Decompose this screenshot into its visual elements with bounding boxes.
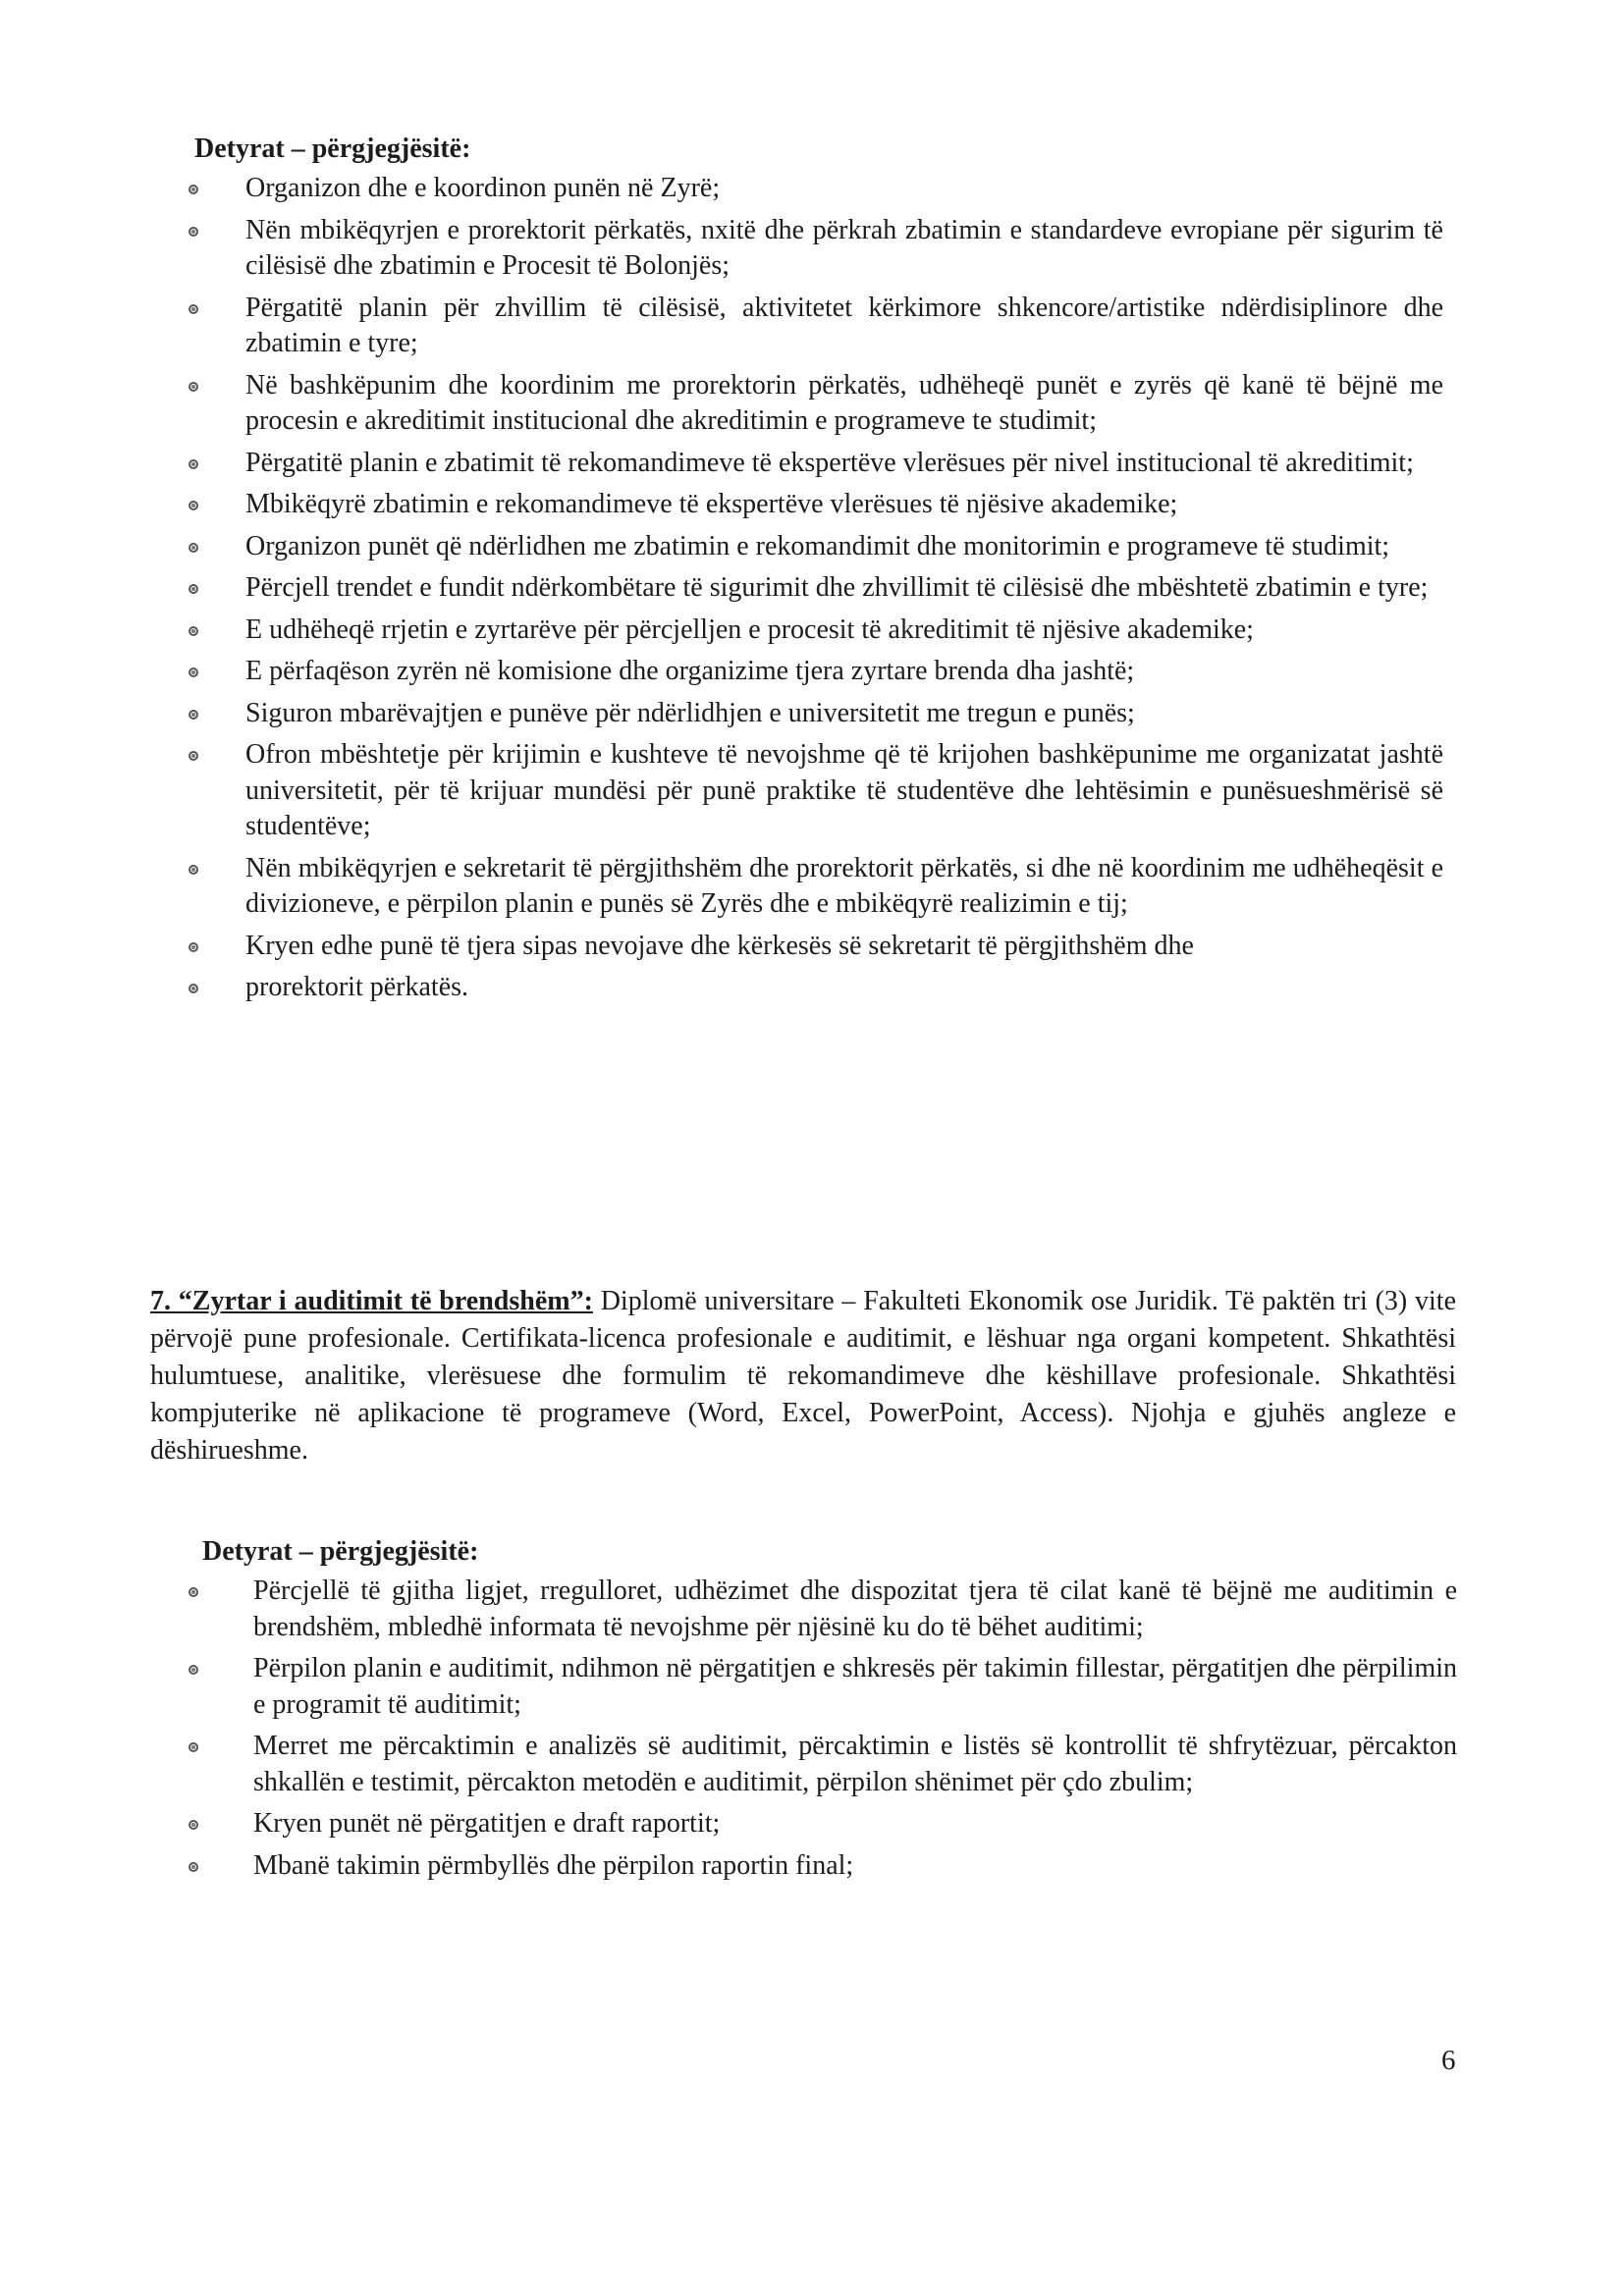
- list-item: [194, 529, 1443, 565]
- list-item-text: Kryen edhe punë të tjera sipas nevojave dhe kërkesës së sekretarit të përgjithshëm dhe: [245, 930, 1194, 961]
- list-item: [194, 737, 1443, 845]
- duties-list: [194, 171, 1443, 1012]
- list-item-text: Përcjellë të gjitha ligjet, rregulloret, udhëzimet dhe dispozitat tjera të cilat kanë të bëjnë me auditimin e brendshëm, mbledhë informata të nevojshme për njësinë ku do të bëhet auditimi;: [253, 1575, 1457, 1642]
- bullet-icon: [189, 1862, 198, 1872]
- bullet-icon: [189, 543, 198, 553]
- list-item: [202, 1651, 1457, 1723]
- list-item-text: Mbanë takimin përmbyllës dhe përpilon raportin final;: [253, 1849, 854, 1881]
- list-item-text: prorektorit përkatës.: [245, 972, 469, 1002]
- bullet-icon: [189, 584, 198, 594]
- bullet-icon: [189, 751, 198, 761]
- list-item-text: Përcjell trendet e fundit ndërkombëtare të sigurimit dhe zhvillimit të cilësisë dhe mbështetë zbatimin e tyre;: [245, 572, 1429, 603]
- list-item: [194, 291, 1443, 362]
- list-item-text: Siguron mbarëvajtjen e punëve për ndërlidhjen e universitetit me tregun e punës;: [245, 697, 1135, 728]
- list-item: [194, 570, 1443, 607]
- list-item-text: Përgatitë planin e zbatimit të rekomandimeve të ekspertëve vlerësues për nivel institucional të akreditimit;: [245, 447, 1414, 478]
- list-item-text: E udhëheqë rrjetin e zyrtarëve për përcjelljen e procesit të akreditimit të njësive akademike;: [245, 614, 1254, 645]
- list-item-text: Përgatitë planin për zhvillim të cilësisë, aktivitetet kërkimore shkencore/artistike ndërdisiplinore dhe zbatimin e tyre;: [245, 292, 1443, 358]
- list-item: [194, 696, 1443, 732]
- bullet-icon: [189, 1820, 198, 1830]
- list-item-text: Nën mbikëqyrjen e sekretarit të përgjithshëm dhe prorektorit përkatës, si dhe në koordinim me udhëheqësit e divizioneve, e përpilon planin e punës së Zyrës dhe e mbikëqyrë realizimin e tij;: [245, 852, 1443, 919]
- list-item: [202, 1574, 1457, 1645]
- bullet-icon: [189, 1587, 198, 1597]
- bullet-icon: [189, 1742, 198, 1752]
- page-number: 6: [1441, 2045, 1456, 2076]
- bullet-icon: [189, 984, 198, 993]
- bullet-icon: [189, 865, 198, 875]
- list-item-text: Merret me përcaktimin e analizës së auditimit, përcaktimin e listës së kontrollit të shfrytëzuar, përcakton shkallën e testimit, përcakton metodën e auditimit, përpilon shënimet për çdo zbulim;: [253, 1731, 1457, 1797]
- bullet-icon: [189, 942, 198, 952]
- bullet-icon: [189, 459, 198, 469]
- list-item: [194, 613, 1443, 649]
- list-item: [194, 970, 1443, 1006]
- list-item-text: Përpilon planin e auditimit, ndihmon në përgatitjen e shkresës për takimin fillestar, përgatitjen dhe përpilimin e programit të auditimit;: [253, 1653, 1457, 1720]
- list-item-text: E përfaqëson zyrën në komisione dhe organizime tjera zyrtare brenda dha jashtë;: [245, 656, 1135, 686]
- list-item: [194, 851, 1443, 923]
- list-item: [194, 171, 1443, 207]
- job-requirements: Diplomë universitare – Fakulteti Ekonomik ose Juridik. Të paktën tri (3) vite përvojë pune profesionale. Certifikata-licenca profesionale e auditimit, e lëshuar nga organi kompetent. Shkathtësi hulumtuese, analitike, vlerësuese dhe formulim të rekomandimeve dhe këshillave profesionale. Shkathtësi kompjuterike në aplikacione të programeve (Word, Excel, PowerPoint, Access). Njohja e gjuhës angleze e dëshirueshme.: [150, 1286, 1457, 1466]
- duties-list-2: [202, 1574, 1457, 1890]
- job-title: 7. “Zyrtar i auditimit të brendshëm”:: [150, 1286, 593, 1316]
- bullet-icon: [189, 227, 198, 237]
- list-item: [194, 487, 1443, 523]
- bullet-icon: [189, 382, 198, 392]
- list-item: [194, 213, 1443, 285]
- list-item: [194, 368, 1443, 440]
- list-item-text: Organizon punët që ndërlidhen me zbatimin e rekomandimit dhe monitorimin e programeve të studimit;: [245, 530, 1390, 561]
- bullet-icon: [189, 710, 198, 720]
- list-item: [194, 929, 1443, 965]
- duties-heading-2: Detyrat – përgjegjësitë:: [202, 1536, 479, 1567]
- list-item-text: Organizon dhe e koordinon punën në Zyrë;: [245, 173, 721, 203]
- list-item-text: Kryen punët në përgatitjen e draft raportit;: [253, 1808, 721, 1839]
- list-item: [194, 654, 1443, 690]
- list-item-text: Ofron mbështetje për krijimin e kushteve të nevojshme që të krijohen bashkëpunime me organizatat jashtë universitetit, për të krijuar mundësi për punë praktike të studentëve dhe lehtësimin e punësueshmërisë së studentëve;: [245, 739, 1443, 841]
- duties-heading: Detyrat – përgjegjësitë:: [194, 133, 471, 164]
- list-item-text: Nën mbikëqyrjen e prorektorit përkatës, nxitë dhe përkrah zbatimin e standardeve evropiane për sigurim të cilësisë dhe zbatimin e Procesit të Bolonjës;: [245, 214, 1443, 281]
- bullet-icon: [189, 304, 198, 314]
- list-item: [202, 1848, 1457, 1885]
- list-item: [202, 1729, 1457, 1800]
- bullet-icon: [189, 1665, 198, 1675]
- bullet-icon: [189, 667, 198, 677]
- bullet-icon: [189, 185, 198, 194]
- list-item: [202, 1806, 1457, 1842]
- list-item-text: Mbikëqyrë zbatimin e rekomandimeve të ekspertëve vlerësues të njësive akademike;: [245, 489, 1178, 519]
- list-item-text: Në bashkëpunim dhe koordinim me prorektorin përkatës, udhëheqë punët e zyrës që kanë të bëjnë me procesin e akreditimit institucional dhe akreditimin e programeve te studimit;: [245, 369, 1443, 436]
- bullet-icon: [189, 501, 198, 510]
- job-description-paragraph: [150, 1283, 1456, 1469]
- list-item: [194, 446, 1443, 482]
- bullet-icon: [189, 626, 198, 636]
